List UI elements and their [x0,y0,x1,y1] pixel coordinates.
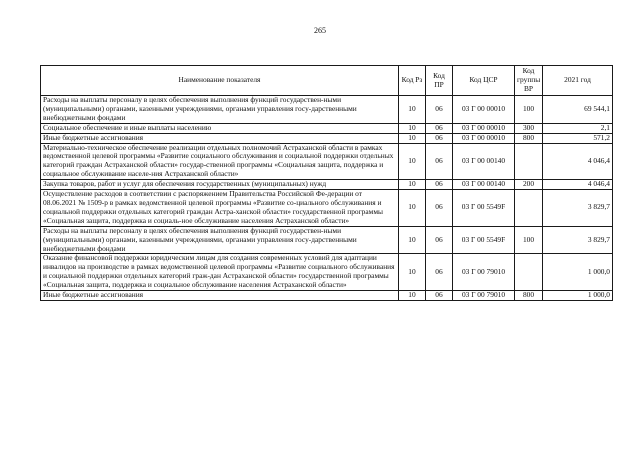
row-amount: 4 046,4 [543,143,613,180]
row-name: Иные бюджетные ассигнования [41,133,399,143]
row-pr: 06 [426,254,453,291]
row-name: Социальное обеспечение и иные выплаты населению [41,123,399,133]
table-row [41,190,613,227]
table-row [41,226,613,254]
row-rz: 10 [399,143,426,180]
row-pr: 06 [426,226,453,254]
table-row [41,254,613,291]
row-pr: 06 [426,190,453,227]
header-pr: Код ПР [426,66,453,96]
row-vr: 200 [515,180,543,190]
budget-table [40,65,613,301]
row-amount: 1 000,0 [543,291,613,301]
row-name: Расходы на выплаты персоналу в целях обеспечения выполнения функций государствен-ными (муниципальными) органами, казенными учреждениями, органами управления госу-дарственными внебюджетными фондами [41,226,399,254]
row-vr [515,190,543,227]
table-row [41,291,613,301]
row-csr: 03 Г 00 00010 [453,123,515,133]
row-pr: 06 [426,133,453,143]
header-row [41,66,613,96]
row-pr: 06 [426,180,453,190]
row-vr: 300 [515,123,543,133]
row-vr [515,143,543,180]
row-csr: 03 Г 00 79010 [453,254,515,291]
row-pr: 06 [426,96,453,124]
row-rz: 10 [399,254,426,291]
row-csr: 03 Г 00 00140 [453,143,515,180]
table-header [41,66,613,96]
row-name: Расходы на выплаты персоналу в целях обеспечения выполнения функций государствен-ными (муниципальными) органами, казенными учреждениями, органами управления госу-дарственными внебюджетными фондами [41,96,399,124]
row-rz: 10 [399,133,426,143]
row-rz: 10 [399,180,426,190]
row-csr: 03 Г 00 5549F [453,226,515,254]
header-name: Наименование показателя [41,66,399,96]
row-rz: 10 [399,226,426,254]
header-vr: Код группы ВР [515,66,543,96]
row-name: Оказание финансовой поддержки юридическим лицам для создания современных условий для адаптации инвалидов на производстве в рамках ведомственной целевой программы «Развитие социального обслуживания и социальной поддержки отдельных категорий граж-дан Астраханской области» государственной программы «Социальная защита, поддержка и социальное обслуживание населения Астраханской области» [41,254,399,291]
row-csr: 03 Г 00 79010 [453,291,515,301]
row-amount: 1 000,0 [543,254,613,291]
row-amount: 69 544,1 [543,96,613,124]
table-body [41,96,613,301]
row-vr [515,254,543,291]
table-row [41,133,613,143]
row-pr: 06 [426,123,453,133]
table-row [41,180,613,190]
table-row [41,123,613,133]
row-amount: 3 829,7 [543,226,613,254]
row-csr: 03 Г 00 00140 [453,180,515,190]
row-name: Материально-техническое обеспечение реализации отдельных полномочий Астраханской области в рамках ведомственной целевой программы «Развитие социального обслуживания и социальной поддержки отдельных категорий граждан Астраханской области» государ-ственной программы «Социальная защита, поддержка и социальное обслуживание населе-ния Астраханской области» [41,143,399,180]
row-pr: 06 [426,291,453,301]
row-vr: 800 [515,133,543,143]
row-rz: 10 [399,96,426,124]
header-csr: Код ЦСР [453,66,515,96]
row-pr: 06 [426,143,453,180]
row-amount: 571,2 [543,133,613,143]
row-rz: 10 [399,190,426,227]
row-rz: 10 [399,123,426,133]
row-vr: 100 [515,96,543,124]
row-csr: 03 Г 00 00010 [453,96,515,124]
row-csr: 03 Г 00 5549F [453,190,515,227]
header-year: 2021 год [543,66,613,96]
row-vr: 800 [515,291,543,301]
row-name: Иные бюджетные ассигнования [41,291,399,301]
row-csr: 03 Г 00 00010 [453,133,515,143]
row-rz: 10 [399,291,426,301]
row-amount: 3 829,7 [543,190,613,227]
row-vr: 100 [515,226,543,254]
row-amount: 2,1 [543,123,613,133]
header-rz: Код Рз [399,66,426,96]
row-name: Закупка товаров, работ и услуг для обеспечения государственных (муниципальных) нужд [41,180,399,190]
table-row [41,96,613,124]
table-row [41,143,613,180]
page-number: 265 [314,26,326,35]
row-name: Осуществление расходов в соответствии с распоряжением Правительства Российской Фе-дерации от 08.06.2021 № 1509-р в рамках ведомственной целевой программы «Развитие со-циального обслуживания и социальной поддержки отдельных категорий граждан Астра-ханской области» государственной программы «Социальная защита, поддержка и социаль-ное обслуживание населения Астраханской области» [41,190,399,227]
row-amount: 4 046,4 [543,180,613,190]
